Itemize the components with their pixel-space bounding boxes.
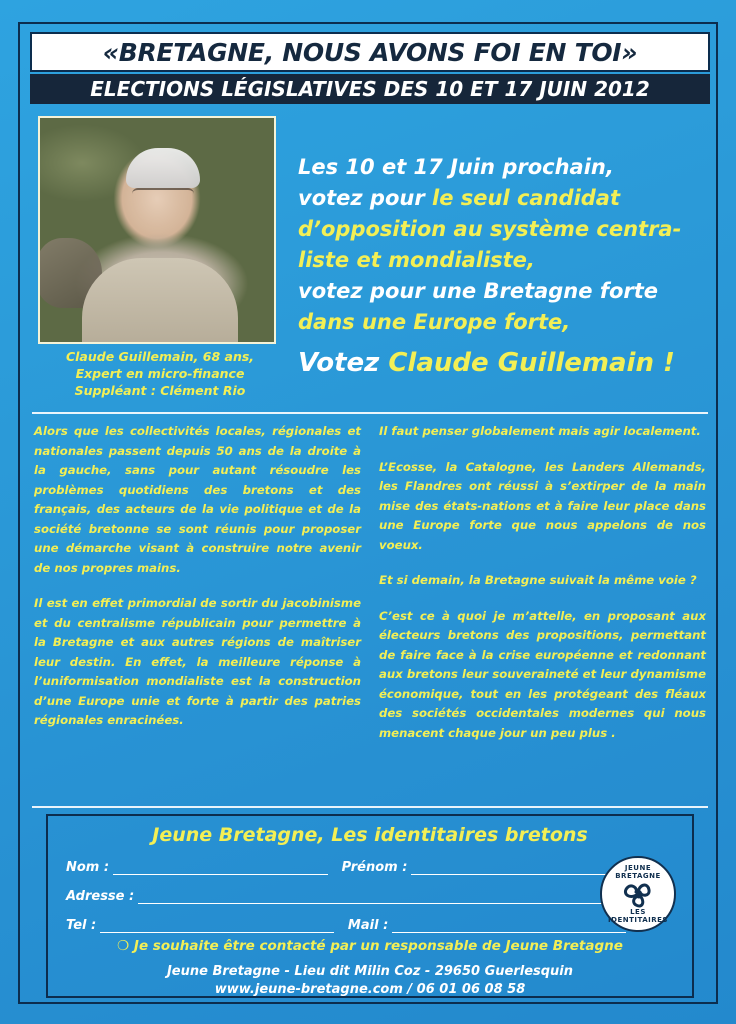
headline-text: «BRETAGNE, NOUS AVONS FOI EN TOI» xyxy=(102,37,638,67)
poster-sheet xyxy=(18,22,718,1004)
tel-label: Tel : xyxy=(66,918,97,933)
photo-shirt-shape xyxy=(82,258,238,344)
mail-input[interactable] xyxy=(392,916,626,933)
logo-text-bottom: LES IDENTITAIRES xyxy=(608,908,668,924)
paragraph: Et si demain, la Bretagne suivait la même voie ? xyxy=(379,573,697,587)
candidate-name: Claude Guillemain ! xyxy=(388,348,675,378)
hero-highlight-1: le seul candidat d’opposition au système centra-liste et mondialiste, xyxy=(298,186,682,272)
jeune-bretagne-logo xyxy=(600,856,676,932)
divider-bottom xyxy=(32,806,708,808)
vote-call-to-action xyxy=(298,348,718,378)
hero-message xyxy=(298,152,702,338)
caption-line-1: Claude Guillemain, 68 ans, xyxy=(65,349,255,364)
mail-label: Mail : xyxy=(347,918,389,933)
headline-banner xyxy=(30,32,710,72)
paragraph: L’Ecosse, la Catalogne, les Landers Allemands, les Flandres ont réussi à s’extirper de la main mise des états-nations et à faire leur place dans une Europe forte que nous appelons de nos voeux. xyxy=(379,459,706,552)
contact-checkbox[interactable]: ❍ xyxy=(117,938,134,954)
hero-highlight-2: dans une Europe forte, xyxy=(298,310,571,334)
adresse-label: Adresse : xyxy=(66,889,135,904)
paragraph: Il est en effet primordial de sortir du jacobinisme et du centralisme républicain pour permettre à la Bretagne et aux autres régions de maîtriser leur destin. En effet, la meilleure réponse à l’uniformisation mondialiste est la construction d’une Europe unie et forte à partir des patries régionales enracinées. xyxy=(34,596,361,727)
caption-line-2: Expert en micro-finance xyxy=(75,366,245,381)
paragraph: Il faut penser globalement mais agir localement. xyxy=(379,424,701,438)
field-row-tel-mail xyxy=(66,916,626,933)
paragraph: Alors que les collectivités locales, régionales et nationales passent depuis 50 ans de la droite à la gauche, sans pour autant résoudre les problèmes quotidiens des bretons et des français, des acteurs de la vie politique et de la société bretonne se sont réunis pour proposer une démarche visant à construire notre avenir de nos propres mains. xyxy=(34,424,361,575)
field-row-nom-prenom xyxy=(66,858,626,875)
nom-label: Nom : xyxy=(66,860,110,875)
photo-image xyxy=(40,118,274,342)
photo-caption xyxy=(38,348,282,399)
field-row-adresse xyxy=(66,887,626,904)
coupon-footer-address: Jeune Bretagne - Lieu dit Milin Coz - 29650 Guerlesquin xyxy=(166,964,574,979)
contact-checkbox-row[interactable] xyxy=(48,938,692,954)
coupon-fields xyxy=(66,858,626,945)
logo-text-top: JEUNE BRETAGNE xyxy=(615,864,661,880)
coupon-title: Jeune Bretagne, Les identitaires bretons xyxy=(152,824,588,846)
subheadline-banner xyxy=(30,74,710,104)
contact-checkbox-label: Je souhaite être contacté par un responsable de Jeune Bretagne xyxy=(133,938,623,954)
vote-prefix: Votez xyxy=(298,348,389,378)
hero-line-2: votez pour xyxy=(298,186,433,210)
candidate-photo xyxy=(38,116,276,344)
tel-input[interactable] xyxy=(100,916,334,933)
body-columns xyxy=(34,422,706,802)
hero-section xyxy=(30,112,710,407)
hero-line-3: votez pour une Bretagne forte xyxy=(298,279,659,303)
divider-top xyxy=(32,412,708,414)
paragraph: C’est ce à quoi je m’attelle, en proposant aux électeurs bretons des propositions, permettant de faire face à la crise européenne et redonnant aux bretons leur souveraineté et leur dynamisme économique, tout en les protégeant des fléaux des sociétés occidentales modernes qui nous menacent chaque jour un peu plus . xyxy=(379,608,706,740)
photo-glasses-shape xyxy=(132,188,194,201)
coupon-footer-contact: www.jeune-bretagne.com / 06 01 06 08 58 xyxy=(214,982,526,997)
prenom-input[interactable] xyxy=(411,858,626,875)
body-column-left xyxy=(34,422,361,802)
caption-line-3: Suppléant : Clément Rio xyxy=(74,383,246,398)
photo-hair-shape xyxy=(126,148,200,188)
hero-line-1: Les 10 et 17 Juin prochain, xyxy=(298,155,614,179)
body-column-right xyxy=(379,422,706,802)
prenom-label: Prénom : xyxy=(341,860,408,875)
adresse-input[interactable] xyxy=(138,887,626,904)
subheadline-text: ELECTIONS LÉGISLATIVES DES 10 ET 17 JUIN 2012 xyxy=(90,77,650,101)
nom-input[interactable] xyxy=(113,858,328,875)
contact-coupon xyxy=(46,814,694,998)
